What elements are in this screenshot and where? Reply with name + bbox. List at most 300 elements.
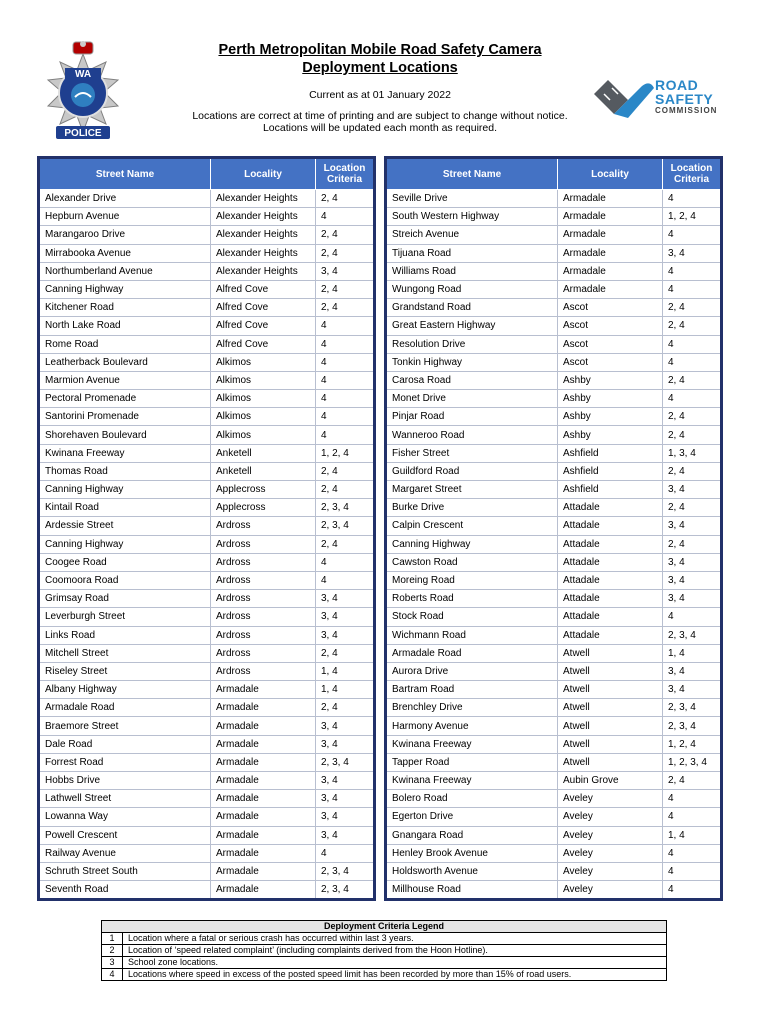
street-name-cell: Guildford Road (386, 462, 558, 480)
street-name-cell: Canning Highway (386, 535, 558, 553)
criteria-cell: 3, 4 (316, 808, 375, 826)
locality-cell: Ascot (558, 335, 663, 353)
table-row (386, 499, 722, 517)
street-name-cell: Bolero Road (386, 790, 558, 808)
locality-cell: Ashfield (558, 444, 663, 462)
locality-cell: Armadale (211, 790, 316, 808)
table-row (39, 553, 375, 571)
police-logo-top-text: WA (74, 69, 92, 80)
locality-cell: Alkimos (211, 371, 316, 389)
table-row (39, 626, 375, 644)
table-row (386, 190, 722, 208)
table-row (39, 590, 375, 608)
locality-cell: Ashfield (558, 462, 663, 480)
locality-cell: Ardross (211, 608, 316, 626)
criteria-cell: 2, 3, 4 (316, 517, 375, 535)
criteria-cell: 2, 4 (663, 535, 722, 553)
street-name-cell: Kitchener Road (39, 299, 211, 317)
street-name-cell: Egerton Drive (386, 808, 558, 826)
criteria-cell: 2, 4 (663, 299, 722, 317)
table-row (386, 681, 722, 699)
criteria-cell: 4 (316, 371, 375, 389)
street-name-cell: Grandstand Road (386, 299, 558, 317)
street-name-cell: Wanneroo Road (386, 426, 558, 444)
street-name-cell: Hepburn Avenue (39, 208, 211, 226)
street-name-cell: Coomoora Road (39, 571, 211, 589)
street-name-cell: Kwinana Freeway (39, 444, 211, 462)
table-row (39, 481, 375, 499)
locality-cell: Alkimos (211, 390, 316, 408)
table-row (39, 753, 375, 771)
criteria-header: Location Criteria (316, 158, 375, 190)
table-row (39, 644, 375, 662)
criteria-cell: 1, 2, 4 (663, 208, 722, 226)
street-name-cell: Forrest Road (39, 753, 211, 771)
locality-cell: Aveley (558, 826, 663, 844)
locality-cell: Ascot (558, 299, 663, 317)
criteria-cell: 3, 4 (316, 772, 375, 790)
locality-cell: Alexander Heights (211, 262, 316, 280)
table-row (386, 590, 722, 608)
criteria-cell: 4 (663, 881, 722, 900)
locality-cell: Ardross (211, 662, 316, 680)
table-row (39, 280, 375, 298)
table-row (386, 753, 722, 771)
criteria-cell: 1, 4 (316, 681, 375, 699)
criteria-cell: 3, 4 (663, 571, 722, 589)
locality-cell: Atwell (558, 753, 663, 771)
criteria-cell: 2, 4 (316, 299, 375, 317)
criteria-cell: 4 (663, 262, 722, 280)
locality-cell: Aubin Grove (558, 772, 663, 790)
locality-cell: Alexander Heights (211, 226, 316, 244)
street-name-cell: Shorehaven Boulevard (39, 426, 211, 444)
table-row (386, 535, 722, 553)
street-name-cell: Dale Road (39, 735, 211, 753)
locality-cell: Armadale (211, 681, 316, 699)
criteria-cell: 4 (316, 844, 375, 862)
street-name-cell: Kwinana Freeway (386, 772, 558, 790)
criteria-cell: 4 (663, 790, 722, 808)
street-name-cell: Thomas Road (39, 462, 211, 480)
street-name-cell: Aurora Drive (386, 662, 558, 680)
criteria-cell: 4 (663, 608, 722, 626)
legend-row (102, 933, 667, 945)
table-row (39, 881, 375, 900)
table-row (39, 408, 375, 426)
disclaimer-line-2: Locations will be updated each month as required. (262, 122, 498, 134)
street-name-cell: Roberts Road (386, 590, 558, 608)
criteria-cell: 3, 4 (316, 790, 375, 808)
legend-text: Locations where speed in excess of the posted speed limit has been recorded by more than 15% of road users. (123, 969, 667, 981)
criteria-cell: 3, 4 (316, 608, 375, 626)
table-header-row (386, 158, 722, 190)
table-row (39, 772, 375, 790)
locality-cell: Attadale (558, 517, 663, 535)
locality-cell: Aveley (558, 844, 663, 862)
table-row (39, 371, 375, 389)
locality-cell: Armadale (211, 717, 316, 735)
street-name-cell: Harmony Avenue (386, 717, 558, 735)
street-name-cell: Bartram Road (386, 681, 558, 699)
street-name-cell: Hobbs Drive (39, 772, 211, 790)
locality-cell: Alkimos (211, 426, 316, 444)
table-row (386, 408, 722, 426)
criteria-cell: 1, 2, 4 (316, 444, 375, 462)
locality-cell: Applecross (211, 499, 316, 517)
street-name-cell: Canning Highway (39, 481, 211, 499)
street-name-cell: Canning Highway (39, 535, 211, 553)
locality-cell: Armadale (211, 826, 316, 844)
criteria-cell: 2, 4 (316, 226, 375, 244)
street-name-cell: Powell Crescent (39, 826, 211, 844)
locality-cell: Attadale (558, 608, 663, 626)
street-name-cell: Resolution Drive (386, 335, 558, 353)
criteria-legend (101, 920, 667, 981)
street-name-cell: Albany Highway (39, 681, 211, 699)
table-row (39, 262, 375, 280)
criteria-cell: 1, 4 (663, 644, 722, 662)
locality-cell: Ardross (211, 590, 316, 608)
table-row (386, 553, 722, 571)
legend-text: Location of ‘speed related complaint’ (including complaints derived from the Hoon Hotline). (123, 945, 667, 957)
locality-cell: Attadale (558, 553, 663, 571)
legend-row (102, 969, 667, 981)
street-name-header: Street Name (386, 158, 558, 190)
street-name-cell: Tonkin Highway (386, 353, 558, 371)
street-name-cell: Coogee Road (39, 553, 211, 571)
criteria-cell: 4 (663, 862, 722, 880)
street-name-cell: South Western Highway (386, 208, 558, 226)
criteria-cell: 4 (663, 353, 722, 371)
locality-cell: Armadale (558, 280, 663, 298)
table-row (39, 826, 375, 844)
locality-cell: Armadale (211, 881, 316, 900)
locality-cell: Ardross (211, 571, 316, 589)
criteria-cell: 2, 4 (316, 481, 375, 499)
criteria-cell: 2, 4 (316, 644, 375, 662)
street-name-cell: Rome Road (39, 335, 211, 353)
street-name-cell: Braemore Street (39, 717, 211, 735)
locality-cell: Alexander Heights (211, 208, 316, 226)
table-row (386, 626, 722, 644)
locality-cell: Armadale (211, 862, 316, 880)
street-name-cell: Mirrabooka Avenue (39, 244, 211, 262)
rsc-line-2: SAFETY (655, 91, 714, 107)
locality-cell: Ardross (211, 626, 316, 644)
street-name-cell: Tijuana Road (386, 244, 558, 262)
street-name-cell: Margaret Street (386, 481, 558, 499)
table-row (39, 317, 375, 335)
table-row (386, 208, 722, 226)
locality-cell: Atwell (558, 662, 663, 680)
criteria-cell: 2, 3, 4 (316, 862, 375, 880)
locality-cell: Ardross (211, 535, 316, 553)
table-row (39, 208, 375, 226)
street-name-cell: Ardessie Street (39, 517, 211, 535)
locality-cell: Aveley (558, 881, 663, 900)
street-name-cell: Leverburgh Street (39, 608, 211, 626)
criteria-cell: 2, 4 (316, 244, 375, 262)
street-name-cell: Riseley Street (39, 662, 211, 680)
table-row (39, 790, 375, 808)
legend-number: 1 (102, 933, 123, 945)
table-row (39, 244, 375, 262)
street-name-cell: Railway Avenue (39, 844, 211, 862)
street-name-cell: Wichmann Road (386, 626, 558, 644)
table-row (39, 226, 375, 244)
locality-header: Locality (558, 158, 663, 190)
table-row (39, 662, 375, 680)
criteria-cell: 4 (316, 426, 375, 444)
street-name-cell: Seville Drive (386, 190, 558, 208)
street-name-cell: Grimsay Road (39, 590, 211, 608)
street-name-cell: Pectoral Promenade (39, 390, 211, 408)
criteria-cell: 4 (663, 335, 722, 353)
table-row (39, 426, 375, 444)
street-name-cell: Armadale Road (386, 644, 558, 662)
locality-cell: Applecross (211, 481, 316, 499)
criteria-cell: 3, 4 (316, 626, 375, 644)
street-name-cell: Canning Highway (39, 280, 211, 298)
locality-cell: Alfred Cove (211, 299, 316, 317)
criteria-cell: 2, 4 (316, 280, 375, 298)
locality-cell: Attadale (558, 626, 663, 644)
street-name-cell: Moreing Road (386, 571, 558, 589)
table-row (386, 299, 722, 317)
criteria-cell: 4 (316, 208, 375, 226)
table-row (39, 862, 375, 880)
criteria-cell: 3, 4 (663, 244, 722, 262)
locality-cell: Atwell (558, 644, 663, 662)
rsc-line-3: COMMISSION (655, 106, 718, 115)
criteria-cell: 3, 4 (316, 717, 375, 735)
locality-cell: Armadale (558, 190, 663, 208)
street-name-cell: Marangaroo Drive (39, 226, 211, 244)
street-name-cell: Kwinana Freeway (386, 735, 558, 753)
table-row (386, 280, 722, 298)
table-row (386, 517, 722, 535)
disclaimer-line-1: Locations are correct at time of printing and are subject to change without notice. (192, 110, 568, 122)
table-row (386, 317, 722, 335)
table-row (39, 517, 375, 535)
street-name-cell: Kintail Road (39, 499, 211, 517)
criteria-cell: 2, 4 (663, 772, 722, 790)
locality-cell: Alkimos (211, 408, 316, 426)
street-name-cell: Mitchell Street (39, 644, 211, 662)
table-row (386, 481, 722, 499)
criteria-cell: 4 (316, 317, 375, 335)
legend-number: 2 (102, 945, 123, 957)
street-name-cell: Alexander Drive (39, 190, 211, 208)
table-row (39, 444, 375, 462)
locality-cell: Attadale (558, 535, 663, 553)
table-row (386, 244, 722, 262)
street-name-cell: Wungong Road (386, 280, 558, 298)
table-row (386, 608, 722, 626)
criteria-cell: 2, 4 (316, 190, 375, 208)
locality-cell: Ashby (558, 371, 663, 389)
legend-number: 4 (102, 969, 123, 981)
criteria-cell: 2, 4 (316, 699, 375, 717)
criteria-cell: 3, 4 (316, 262, 375, 280)
table-row (39, 681, 375, 699)
table-row (39, 699, 375, 717)
table-row (386, 644, 722, 662)
table-row (386, 444, 722, 462)
criteria-cell: 4 (316, 353, 375, 371)
table-row (386, 662, 722, 680)
criteria-cell: 3, 4 (663, 681, 722, 699)
criteria-cell: 4 (316, 571, 375, 589)
criteria-cell: 4 (316, 408, 375, 426)
page-title: Perth Metropolitan Mobile Road Safety Camera (218, 42, 542, 58)
street-name-cell: Holdsworth Avenue (386, 862, 558, 880)
criteria-header: Location Criteria (663, 158, 722, 190)
locations-table-left (37, 156, 376, 901)
criteria-cell: 4 (663, 808, 722, 826)
locality-cell: Aveley (558, 862, 663, 880)
locality-cell: Alkimos (211, 353, 316, 371)
criteria-cell: 3, 4 (663, 662, 722, 680)
street-name-cell: Millhouse Road (386, 881, 558, 900)
street-name-cell: Leatherback Boulevard (39, 353, 211, 371)
table-row (386, 881, 722, 900)
criteria-cell: 4 (316, 553, 375, 571)
legend-title: Deployment Criteria Legend (102, 921, 667, 933)
locality-cell: Attadale (558, 571, 663, 589)
criteria-cell: 3, 4 (316, 590, 375, 608)
criteria-cell: 4 (316, 335, 375, 353)
criteria-cell: 2, 4 (316, 535, 375, 553)
police-logo-bottom-text: POLICE (64, 128, 102, 139)
locality-cell: Ascot (558, 353, 663, 371)
locations-table-right (384, 156, 723, 901)
rsc-wordmark (655, 78, 717, 116)
table-row (39, 608, 375, 626)
street-name-cell: Streich Avenue (386, 226, 558, 244)
street-name-cell: Marmion Avenue (39, 371, 211, 389)
criteria-cell: 4 (316, 390, 375, 408)
locality-cell: Armadale (558, 208, 663, 226)
street-name-cell: Links Road (39, 626, 211, 644)
table-row (386, 426, 722, 444)
table-row (39, 299, 375, 317)
street-name-cell: Schruth Street South (39, 862, 211, 880)
current-as-at: Current as at 01 January 2022 (309, 89, 451, 101)
criteria-cell: 1, 2, 3, 4 (663, 753, 722, 771)
table-row (39, 353, 375, 371)
criteria-cell: 2, 3, 4 (316, 881, 375, 900)
locality-cell: Armadale (558, 244, 663, 262)
table-row (386, 699, 722, 717)
locality-cell: Ashfield (558, 481, 663, 499)
locality-cell: Aveley (558, 808, 663, 826)
street-name-cell: Tapper Road (386, 753, 558, 771)
locality-cell: Armadale (558, 262, 663, 280)
street-name-cell: Pinjar Road (386, 408, 558, 426)
table-row (39, 190, 375, 208)
street-name-cell: Brenchley Drive (386, 699, 558, 717)
locality-cell: Attadale (558, 499, 663, 517)
table-row (39, 571, 375, 589)
locality-cell: Armadale (558, 226, 663, 244)
locality-cell: Atwell (558, 699, 663, 717)
criteria-cell: 3, 4 (316, 735, 375, 753)
criteria-cell: 2, 4 (663, 426, 722, 444)
table-row (386, 262, 722, 280)
legend-number: 3 (102, 957, 123, 969)
locality-cell: Alfred Cove (211, 335, 316, 353)
criteria-cell: 1, 2, 4 (663, 735, 722, 753)
street-name-cell: Gnangara Road (386, 826, 558, 844)
locality-header: Locality (211, 158, 316, 190)
locality-cell: Alexander Heights (211, 190, 316, 208)
street-name-cell: Santorini Promenade (39, 408, 211, 426)
criteria-cell: 3, 4 (663, 517, 722, 535)
table-row (386, 226, 722, 244)
criteria-cell: 2, 3, 4 (663, 717, 722, 735)
table-row (386, 735, 722, 753)
locality-cell: Ascot (558, 317, 663, 335)
criteria-cell: 4 (663, 226, 722, 244)
table-row (39, 535, 375, 553)
table-row (386, 790, 722, 808)
legend-text: Location where a fatal or serious crash has occurred within last 3 years. (123, 933, 667, 945)
criteria-cell: 2, 4 (663, 499, 722, 517)
street-name-cell: Burke Drive (386, 499, 558, 517)
criteria-cell: 3, 4 (663, 481, 722, 499)
street-name-cell: Seventh Road (39, 881, 211, 900)
locality-cell: Armadale (211, 772, 316, 790)
street-name-cell: Armadale Road (39, 699, 211, 717)
criteria-cell: 2, 4 (663, 408, 722, 426)
street-name-cell: Stock Road (386, 608, 558, 626)
criteria-cell: 1, 4 (663, 826, 722, 844)
street-name-cell: Cawston Road (386, 553, 558, 571)
page-subtitle: Deployment Locations (302, 60, 458, 76)
street-name-cell: Great Eastern Highway (386, 317, 558, 335)
table-row (39, 808, 375, 826)
criteria-cell: 2, 4 (663, 462, 722, 480)
table-row (39, 462, 375, 480)
locality-cell: Ardross (211, 517, 316, 535)
locality-cell: Anketell (211, 444, 316, 462)
criteria-cell: 1, 3, 4 (663, 444, 722, 462)
legend-text: School zone locations. (123, 957, 667, 969)
locality-cell: Armadale (211, 735, 316, 753)
criteria-cell: 3, 4 (316, 826, 375, 844)
criteria-cell: 2, 3, 4 (316, 499, 375, 517)
locality-cell: Ashby (558, 390, 663, 408)
criteria-cell: 2, 4 (663, 317, 722, 335)
street-name-cell: Northumberland Avenue (39, 262, 211, 280)
criteria-cell: 4 (663, 190, 722, 208)
criteria-cell: 2, 3, 4 (316, 753, 375, 771)
street-name-cell: Lowanna Way (39, 808, 211, 826)
left-table-body (39, 190, 375, 900)
table-row (386, 353, 722, 371)
criteria-cell: 2, 3, 4 (663, 626, 722, 644)
table-row (39, 844, 375, 862)
street-name-cell: Monet Drive (386, 390, 558, 408)
street-name-cell: Carosa Road (386, 371, 558, 389)
table-row (39, 499, 375, 517)
locality-cell: Ashby (558, 426, 663, 444)
street-name-cell: Lathwell Street (39, 790, 211, 808)
legend-row (102, 957, 667, 969)
disclaimer (170, 110, 590, 134)
